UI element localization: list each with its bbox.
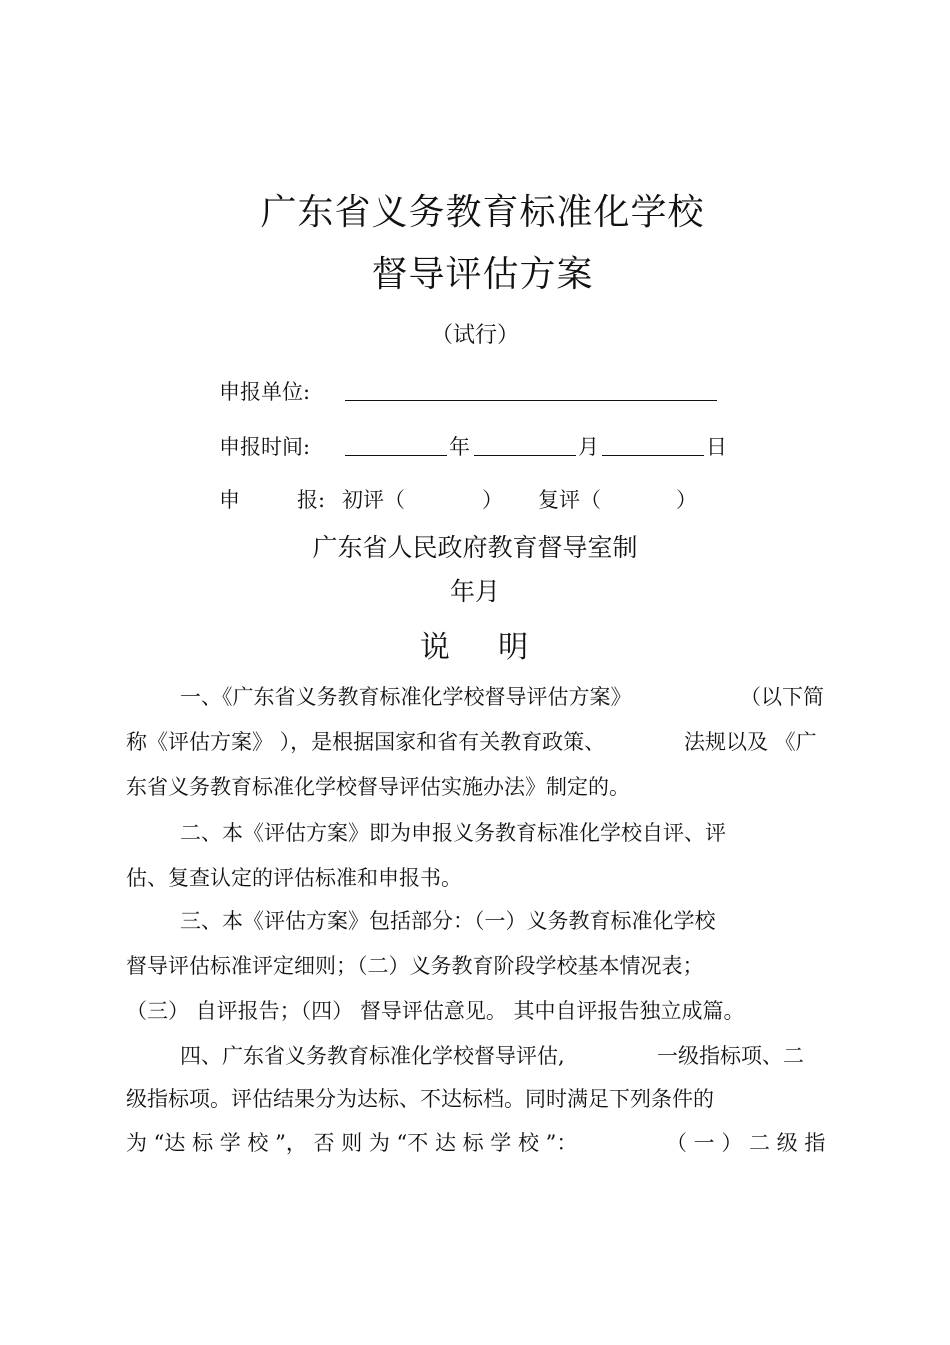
para-1-line-2: 称《评估方案》 ），是根据国家和省有关教育政策、 <box>126 730 606 754</box>
document-title-line-1: 广东省义务教育标准化学校 <box>260 192 705 233</box>
time-label: 申报时间: <box>219 435 311 459</box>
day-blank-line <box>602 455 704 456</box>
para-1-line-2-tail: 法规以及 《广 <box>684 730 817 754</box>
para-1-line-1: 一、《广东省义务教育标准化学校督导评估方案》 <box>180 685 632 709</box>
para-1-line-1-tail: （以下简 <box>740 685 824 709</box>
re-eval-close: ） <box>676 488 697 512</box>
unit-label: 申报单位: <box>219 380 311 404</box>
para-4-line-1-tail: 一级指标项、二 <box>657 1044 804 1068</box>
month-label: 月 <box>578 435 599 459</box>
year-label: 年 <box>449 435 470 459</box>
unit-blank-line <box>345 400 717 401</box>
report-label-part-2: 报: <box>297 488 326 512</box>
para-4-line-2: 级指标项。评估结果分为达标、不达标档。同时满足下列条件的 <box>126 1087 714 1111</box>
re-eval-label: 复评（ <box>538 488 601 512</box>
document-title-line-2: 督导评估方案 <box>371 254 594 295</box>
year-blank-line <box>345 455 447 456</box>
day-label: 日 <box>706 435 727 459</box>
para-4-line-1: 四、广东省义务教育标准化学校督导评估, <box>180 1044 565 1068</box>
para-3-line-2: 督导评估标准评定细则；（二）义务教育阶段学校基本情况表； <box>126 954 704 978</box>
para-1-line-3: 东省义务教育标准化学校督导评估实施办法》制定的。 <box>126 775 630 799</box>
issuer-line: 广东省人民政府教育督导室制 <box>312 533 638 562</box>
para-4-line-3: 为 “达 标 学 校 ”， 否 则 为 “不 达 标 学 校 ”： <box>126 1131 578 1155</box>
para-4-line-3-tail: （ 一 ） 二 级 指 <box>666 1131 826 1155</box>
para-2-line-1: 二、本《评估方案》即为申报义务教育标准化学校自评、评 <box>180 821 726 845</box>
report-label-part-1: 申 <box>219 488 240 512</box>
para-2-line-2: 估、复查认定的评估标准和申报书。 <box>126 866 462 890</box>
trial-label: （试行） <box>430 323 519 348</box>
para-3-line-1: 三、本《评估方案》包括部分：（一）义务教育标准化学校 <box>180 909 716 933</box>
explanation-heading: 说 明 <box>419 630 531 665</box>
initial-eval-close: ） <box>482 488 503 512</box>
date-line: 年月 <box>449 577 500 606</box>
initial-eval-label: 初评（ <box>342 488 405 512</box>
month-blank-line <box>474 455 576 456</box>
para-3-line-3: （三） 自评报告；（四） 督导评估意见。 其中自评报告独立成篇。 <box>126 999 745 1023</box>
